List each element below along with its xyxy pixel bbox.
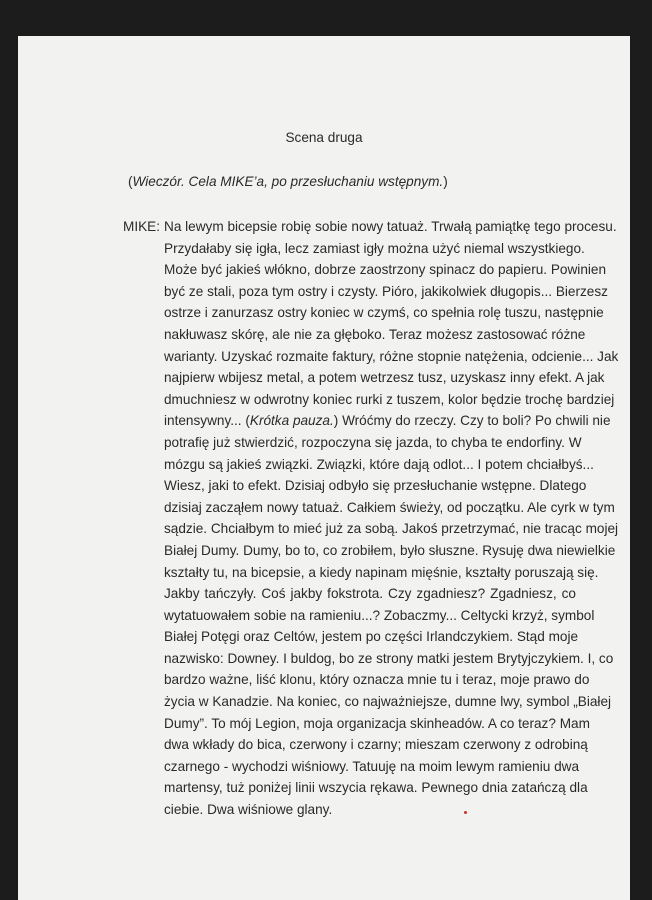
stage-direction-open-paren: ( xyxy=(128,174,133,189)
stage-direction xyxy=(128,173,448,191)
monologue-text-run: życia w Kanadzie. Na koniec, co najważniejsze, dumne lwy, symbol „Białej xyxy=(164,694,612,710)
monologue-text-run: dzisiaj zacząłem nowy tatuaż. Całkiem świeży, od początku. Ale cyrk w tym xyxy=(164,499,615,515)
monologue-line xyxy=(164,585,576,607)
monologue-text xyxy=(164,218,619,823)
monologue-text-run: Przydałaby się igła, lecz zamiast igły można użyć niemal wszystkiego. xyxy=(164,240,585,256)
monologue-line xyxy=(164,369,605,391)
monologue-text-run: Białej Potęgi oraz Celtów, jestem po części Irlandczykiem. Stąd moje xyxy=(164,629,579,645)
monologue-text-run: ostrze i zanurzasz ostry koniec w czymś, co spełnia rolę tuszu, następnie xyxy=(164,305,604,321)
monologue-line xyxy=(164,261,607,283)
stage-direction-inline: Krótka pauza. xyxy=(249,413,334,429)
monologue-text-run: Białej Dumy. Dumy, bo to, co zrobiłem, było słuszne. Rysuję dwa niewielkie xyxy=(164,542,616,558)
monologue-text-run: martensy, tuż poniżej linii wszycia rękawa. Pewnego dnia zatańczą dla xyxy=(164,780,588,796)
monologue-line xyxy=(164,650,614,672)
monologue-line xyxy=(164,779,588,801)
monologue-text-run: bardzo ważne, liść klonu, który oznacza mnie tu i teraz, moje prawo do xyxy=(164,672,590,688)
monologue-text-run: warianty. Uzyskać rozmaite faktury, różne stopnie natężenia, odcienie... Jak xyxy=(164,348,619,364)
monologue-line xyxy=(164,628,579,650)
monologue-line xyxy=(164,434,582,456)
monologue-text-run: dwa wkłady do bica, czerwony i czarny; mieszam czerwony z odrobiną xyxy=(164,737,588,753)
paper-sheet xyxy=(18,36,630,900)
monologue-line xyxy=(164,520,619,542)
monologue-line xyxy=(164,607,595,629)
monologue-line xyxy=(164,283,608,305)
monologue-text-run: czarnego - wychodzi wiśniowy. Tatuuję na moim lewym ramieniu dwa xyxy=(164,758,580,774)
monologue-text-run: najpierw wbijesz metal, a potem wetrzesz tusz, uzyskasz inny efekt. A jak xyxy=(164,370,605,386)
monologue-line xyxy=(164,499,615,521)
monologue-line xyxy=(164,801,576,823)
monologue-text-run: intensywny... ( xyxy=(164,413,250,429)
monologue-text-run: ) Wróćmy do rzeczy. Czy to boli? Po chwili nie xyxy=(333,413,611,429)
monologue-line xyxy=(164,326,586,348)
monologue-line xyxy=(164,348,619,370)
monologue-line xyxy=(164,758,580,780)
monologue-line xyxy=(164,391,615,413)
speaker-label: MIKE: xyxy=(123,219,161,234)
monologue-text-run: nakłuwasz skórę, ale nie za głęboko. Teraz możesz zastosować różne xyxy=(164,326,586,342)
monologue-text-run: dmuchniesz w odwrotny koniec rurki z tuszem, kolor będzie trochę bardziej xyxy=(164,391,615,407)
stage-direction-close-paren: ) xyxy=(443,174,448,189)
monologue-line xyxy=(164,240,585,262)
stage-direction-text: Wieczór. Cela MIKE’a, po przesłuchaniu wstępnym. xyxy=(132,174,444,189)
monologue-text-run: być ze stali, poza tym ostry i czysty. Pióro, jakikolwiek długopis... Bierzesz xyxy=(164,283,608,299)
monologue-text-run: Dumy”. To mój Legion, moja organizacja skinheadów. A co teraz? Mam xyxy=(164,715,590,731)
monologue-text-run: Na lewym bicepsie robię sobie nowy tatuaż. Trwałą pamiątkę tego procesu. xyxy=(164,219,617,234)
scene-title: Scena druga xyxy=(285,130,363,145)
monologue-text-run: wytatuowałem sobie na ramieniu...? Zobaczmy... Celtycki krzyż, symbol xyxy=(164,607,595,623)
monologue-line xyxy=(164,304,604,326)
monologue-text-run: Wiesz, jaki to efekt. Dzisiaj odbyło się przesłuchanie wstępne. Dlatego xyxy=(164,478,587,494)
monologue-text-run: mózgu są jakieś związki. Związki, które dają odlot... I potem chciałbyś... xyxy=(164,456,594,472)
monologue-text-run: Jakby tańczyły. Coś jakby fokstrota. Czy zgadniesz? Zgadniesz, co xyxy=(164,586,576,602)
red-ink-speck xyxy=(464,811,467,814)
monologue-text-run: potrafię już stwierdzić, rozpoczyna się jazda, to chyba te endorfiny. W xyxy=(164,434,582,450)
monologue-line xyxy=(164,693,612,715)
monologue-line xyxy=(164,715,590,737)
monologue-line xyxy=(164,564,599,586)
monologue-line xyxy=(164,218,617,240)
monologue-text-run: nazwisko: Downey. I buldog, bo ze strony matki jestem Brytyjczykiem. I, co xyxy=(164,650,614,666)
monologue-text-run: Może być jakieś włókno, dobrze zaostrzony spinacz do papieru. Powinien xyxy=(164,262,607,278)
monologue-line xyxy=(164,542,616,564)
monologue-text-run: kształty tu, na bicepsie, a kiedy napinam mięśnie, kształty poruszają się. xyxy=(164,564,599,580)
monologue-text-run: ciebie. Dwa wiśniowe glany. xyxy=(164,802,333,818)
monologue-line xyxy=(164,671,590,693)
monologue-line xyxy=(164,736,588,758)
monologue-line xyxy=(164,456,594,478)
monologue-text-run: sądzie. Chciałbym to mieć już za sobą. Jakoś przetrzymać, nie tracąc mojej xyxy=(164,521,619,537)
monologue-line xyxy=(164,412,611,434)
monologue-line xyxy=(164,477,587,499)
